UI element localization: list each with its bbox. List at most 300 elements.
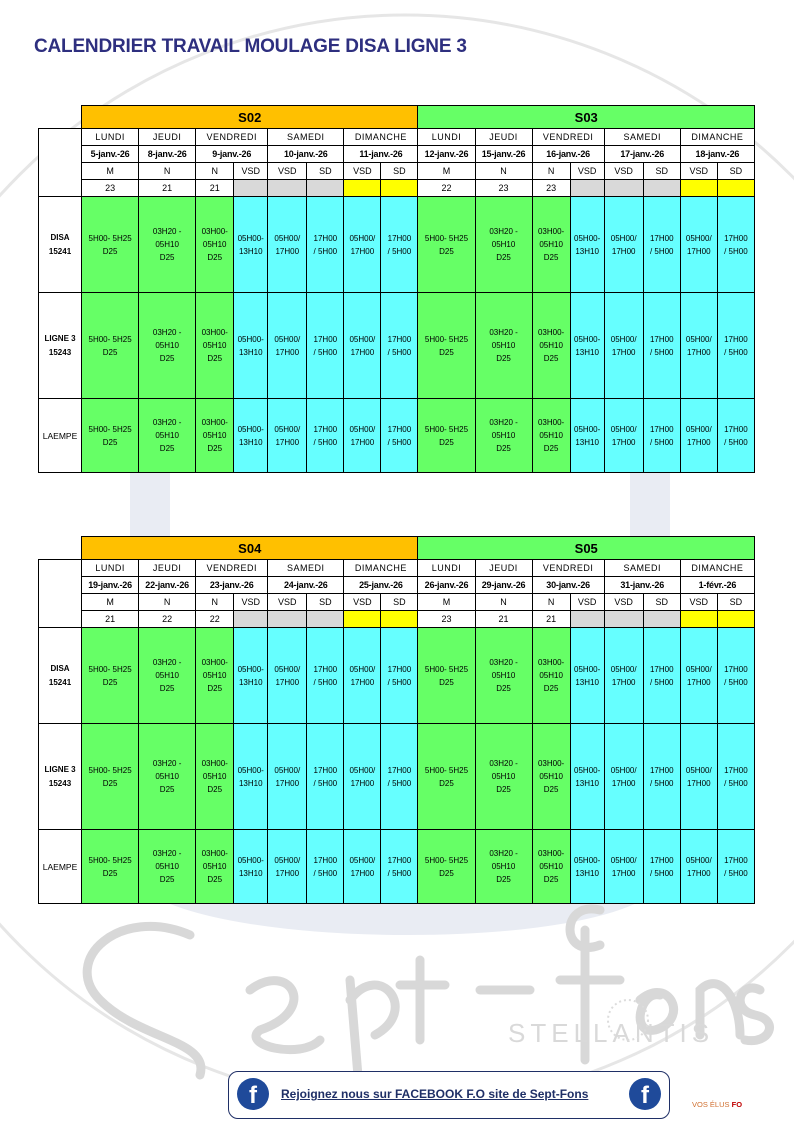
shift-cell-thursday: [139, 724, 196, 830]
count-empty: [717, 611, 754, 628]
shift-code: N: [532, 163, 570, 180]
shift-cell-friday-line: 05H10: [539, 341, 563, 350]
shift-code: N: [196, 163, 234, 180]
date-row: [39, 577, 755, 594]
shift-cell-friday: [196, 197, 234, 293]
shift-cell-friday-vsd: [234, 293, 268, 399]
count-cell: 21: [532, 611, 570, 628]
facebook-icon-right[interactable]: f: [629, 1078, 661, 1110]
shift-cell-friday-line: D25: [207, 444, 223, 453]
shift-cell-saturday-sd-line: 17H00: [649, 765, 674, 775]
week-label: S03: [418, 106, 755, 129]
shift-cell-sunday-sd-line: / 5H00: [724, 778, 748, 788]
team-row: [39, 197, 755, 293]
shift-cell-friday-vsd-line: 13H10: [575, 246, 599, 256]
day-header: DIMANCHE: [344, 129, 418, 146]
shift-cell-saturday-vsd: [604, 724, 643, 830]
team-label-line1: DISA: [50, 232, 70, 242]
day-header: VENDREDI: [532, 129, 604, 146]
date-cell: 22-janv.-26: [139, 577, 196, 594]
shift-cell-saturday-sd: [643, 197, 680, 293]
shift-code: VSD: [680, 163, 717, 180]
team-label-line2: 15243: [48, 347, 72, 357]
shift-cell-saturday-vsd-line: 17H00: [611, 677, 636, 687]
team-label-line1: LAEMPE: [42, 861, 78, 872]
shift-cell-sunday-sd-line: / 5H00: [387, 347, 412, 357]
shift-cell-saturday-sd-line: / 5H00: [313, 437, 338, 447]
shift-cell-sunday-sd-line: / 5H00: [387, 437, 412, 447]
shift-cell-thursday-line: D25: [496, 253, 511, 262]
shift-cell-thursday: [475, 293, 532, 399]
date-cell: 15-janv.-26: [475, 146, 532, 163]
shift-cell-sunday-sd-line: 17H00: [387, 664, 412, 674]
shift-cell-friday-vsd-line: 05H00-: [237, 765, 264, 775]
shift-cell-saturday-sd-line: 17H00: [649, 334, 674, 344]
shift-cell-saturday-sd-line: 17H00: [313, 334, 338, 344]
shift-cell-friday-vsd: [234, 830, 268, 904]
shift-cell-friday-line: 03H00-: [537, 418, 565, 427]
shift-code: N: [139, 163, 196, 180]
shift-cell-saturday-vsd-line: 17H00: [275, 437, 300, 447]
shift-cell-sunday-vsd-line: 05H00/: [349, 334, 376, 344]
date-cell: 12-janv.-26: [418, 146, 475, 163]
shift-cell-friday-vsd-line: 13H10: [238, 437, 263, 447]
shift-cell-saturday-vsd: [604, 399, 643, 473]
shift-cell-sunday-vsd-line: 17H00: [350, 246, 375, 256]
shift-cell-thursday: [475, 399, 532, 473]
shift-cell-saturday-vsd: [268, 724, 307, 830]
page-title: CALENDRIER TRAVAIL MOULAGE DISA LIGNE 3: [34, 36, 467, 57]
shift-cell-friday-line: 05H10: [202, 240, 227, 249]
shift-cell-monday-line: 5H00- 5H25: [88, 855, 132, 865]
shift-cell-sunday-vsd-line: 17H00: [686, 868, 711, 878]
shift-cell-saturday-vsd-line: 17H00: [275, 246, 300, 256]
shift-cell-monday: [82, 628, 139, 724]
shift-cell-sunday-sd-line: / 5H00: [724, 868, 748, 878]
shift-cell-sunday-vsd-line: 17H00: [686, 677, 711, 687]
shift-cell-friday-vsd-line: 13H10: [575, 677, 599, 687]
date-cell: 26-janv.-26: [418, 577, 475, 594]
shift-cell-friday-line: 03H00-: [537, 759, 565, 768]
shift-cell-monday: [82, 293, 139, 399]
shift-cell-monday-line: D25: [439, 778, 454, 788]
elus-label: VOS ÉLUS: [692, 1100, 732, 1109]
shift-code: SD: [307, 594, 344, 611]
shift-cell-saturday-sd: [643, 399, 680, 473]
shift-cell-thursday: [139, 197, 196, 293]
shift-cell-sunday-sd: [381, 628, 418, 724]
shift-cell-monday-line: D25: [102, 677, 118, 687]
shift-cell-sunday-vsd: [680, 724, 717, 830]
shift-cell-friday-line: 05H10: [202, 772, 227, 781]
shift-cell-sunday-vsd: [344, 197, 381, 293]
shift-cell-sunday-sd-line: 17H00: [724, 424, 748, 434]
shift-cell-friday-vsd: [570, 399, 604, 473]
facebook-banner[interactable]: [228, 1071, 670, 1119]
shift-cell-thursday-line: 03H20 -: [152, 759, 182, 768]
shift-cell-saturday-vsd-line: 17H00: [611, 868, 636, 878]
date-cell: 17-janv.-26: [604, 146, 680, 163]
shift-cell-friday-line: D25: [543, 354, 559, 363]
shift-cell-friday-line: 05H10: [202, 431, 227, 440]
shift-cell-friday-vsd-line: 05H00-: [574, 424, 601, 434]
shift-cell-thursday: [139, 399, 196, 473]
count-empty: [234, 611, 268, 628]
shift-cell-friday-vsd-line: 05H00-: [574, 233, 601, 243]
shift-cell-thursday-line: 03H20 -: [152, 227, 182, 236]
count-empty: [643, 180, 680, 197]
date-cell: 29-janv.-26: [475, 577, 532, 594]
shift-cell-friday-vsd: [570, 830, 604, 904]
shift-cell-saturday-sd-line: 17H00: [313, 664, 338, 674]
count-cell: 21: [139, 180, 196, 197]
shift-cell-monday: [418, 628, 475, 724]
shift-cell-sunday-sd-line: 17H00: [387, 424, 412, 434]
shift-cell-friday-vsd: [570, 293, 604, 399]
count-cell: 22: [196, 611, 234, 628]
shift-cell-saturday-sd: [307, 399, 344, 473]
shift-cell-thursday-line: 03H20 -: [489, 849, 518, 858]
count-empty: [268, 611, 307, 628]
team-label: [39, 628, 82, 724]
shift-cell-monday: [82, 724, 139, 830]
shift-cell-friday-vsd-line: 13H10: [575, 868, 599, 878]
shift-cell-thursday-line: 03H20 -: [489, 759, 518, 768]
day-header: JEUDI: [475, 129, 532, 146]
shift-cell-friday: [532, 399, 570, 473]
shift-cell-sunday-vsd: [344, 724, 381, 830]
shift-code: M: [418, 594, 475, 611]
shift-cell-monday-line: D25: [439, 246, 454, 256]
shift-cell-friday-line: D25: [207, 253, 223, 262]
count-cell: 21: [196, 180, 234, 197]
shift-code: M: [82, 163, 139, 180]
shift-cell-friday-vsd-line: 13H10: [238, 347, 263, 357]
day-header: VENDREDI: [196, 129, 268, 146]
date-cell: 25-janv.-26: [344, 577, 418, 594]
date-cell: 1-févr.-26: [680, 577, 754, 594]
shift-cell-saturday-sd: [307, 293, 344, 399]
shift-cell-thursday-line: 03H20 -: [152, 849, 182, 858]
shift-cell-saturday-vsd-line: 05H00/: [610, 664, 637, 674]
team-row: [39, 628, 755, 724]
shift-cell-monday-line: D25: [439, 437, 454, 447]
shift-cell-sunday-vsd-line: 17H00: [350, 778, 375, 788]
day-header: SAMEDI: [268, 560, 344, 577]
shift-code: VSD: [344, 163, 381, 180]
shift-cell-sunday-sd: [717, 830, 754, 904]
team-row: [39, 830, 755, 904]
shift-cell-thursday-line: 05H10: [491, 341, 516, 350]
shift-cell-monday-line: D25: [102, 246, 118, 256]
shift-cell-friday-line: 05H10: [539, 772, 563, 781]
shift-cell-monday-line: 5H00- 5H25: [88, 424, 132, 434]
shift-cell-sunday-vsd-line: 05H00/: [685, 765, 712, 775]
shift-cell-friday-line: D25: [543, 444, 559, 453]
shift-cell-saturday-sd-line: 17H00: [313, 424, 338, 434]
shift-cell-saturday-vsd: [268, 197, 307, 293]
shift-cell-friday-vsd-line: 13H10: [575, 347, 599, 357]
shift-cell-sunday-vsd-line: 17H00: [686, 778, 711, 788]
shift-cell-saturday-vsd: [604, 293, 643, 399]
shift-code: M: [82, 594, 139, 611]
shift-cell-sunday-vsd-line: 17H00: [350, 347, 375, 357]
team-label-line1: LAEMPE: [42, 430, 78, 441]
shift-cell-friday: [196, 293, 234, 399]
shift-cell-friday-vsd: [234, 724, 268, 830]
shift-cell-friday-line: 03H00-: [201, 418, 228, 427]
shift-code: N: [475, 163, 532, 180]
shift-cell-saturday-sd: [307, 628, 344, 724]
shift-cell-sunday-sd-line: / 5H00: [387, 778, 412, 788]
shift-code: VSD: [570, 594, 604, 611]
shift-cell-friday-line: D25: [207, 354, 223, 363]
shift-cell-thursday-line: 05H10: [491, 862, 516, 871]
shift-cell-thursday-line: D25: [159, 785, 175, 794]
shift-cell-sunday-sd-line: / 5H00: [387, 677, 412, 687]
shift-cell-friday-line: D25: [543, 785, 559, 794]
shift-cell-friday-vsd-line: 05H00-: [237, 334, 264, 344]
day-header: JEUDI: [139, 129, 196, 146]
shift-cell-saturday-vsd-line: 05H00/: [274, 855, 301, 865]
shift-cell-monday-line: 5H00- 5H25: [88, 664, 132, 674]
team-label: [39, 830, 82, 904]
shift-cell-friday-vsd-line: 05H00-: [237, 664, 264, 674]
week-header-row: [39, 106, 755, 129]
team-label: [39, 197, 82, 293]
shift-code: VSD: [234, 594, 268, 611]
shift-cell-saturday-vsd-line: 05H00/: [274, 765, 301, 775]
shift-cell-sunday-sd-line: 17H00: [387, 334, 412, 344]
shift-cell-saturday-vsd-line: 05H00/: [610, 233, 637, 243]
team-label-line1: LIGNE 3: [44, 764, 76, 774]
shift-cell-thursday: [475, 628, 532, 724]
shift-cell-thursday-line: D25: [159, 444, 175, 453]
shift-cell-thursday-line: 03H20 -: [489, 658, 518, 667]
team-label: [39, 293, 82, 399]
shift-cell-sunday-sd-line: 17H00: [724, 334, 748, 344]
shift-cell-thursday-line: D25: [159, 684, 175, 693]
shift-cell-friday-line: 05H10: [202, 341, 227, 350]
shift-cell-thursday-line: D25: [496, 785, 511, 794]
shift-cell-friday-line: D25: [207, 785, 223, 794]
shift-cell-sunday-sd-line: 17H00: [724, 233, 748, 243]
shift-code: VSD: [604, 594, 643, 611]
shift-code: SD: [643, 163, 680, 180]
shift-cell-sunday-vsd-line: 17H00: [350, 437, 375, 447]
shift-cell-sunday-sd-line: / 5H00: [724, 677, 748, 687]
team-label: [39, 399, 82, 473]
shift-cell-friday: [196, 724, 234, 830]
shift-cell-thursday: [475, 197, 532, 293]
shift-cell-sunday-vsd: [680, 399, 717, 473]
count-cell: 23: [475, 180, 532, 197]
shift-code: N: [139, 594, 196, 611]
shift-code: N: [532, 594, 570, 611]
shift-cell-sunday-sd: [717, 399, 754, 473]
shift-cell-thursday-line: 03H20 -: [489, 418, 518, 427]
shift-cell-friday-vsd-line: 05H00-: [237, 233, 264, 243]
count-empty: [604, 611, 643, 628]
shift-cell-thursday-line: 05H10: [491, 772, 516, 781]
shift-cell-saturday-sd-line: / 5H00: [313, 868, 338, 878]
shift-cell-saturday-sd-line: 17H00: [649, 855, 674, 865]
shift-cell-friday-line: D25: [207, 875, 223, 884]
shift-cell-thursday-line: 05H10: [155, 341, 179, 350]
shift-cell-friday-vsd-line: 05H00-: [574, 855, 601, 865]
shift-cell-saturday-sd-line: 17H00: [649, 664, 674, 674]
shift-cell-sunday-sd-line: / 5H00: [387, 868, 412, 878]
shift-cell-saturday-vsd-line: 17H00: [611, 246, 636, 256]
shift-cell-thursday: [139, 830, 196, 904]
date-cell: 24-janv.-26: [268, 577, 344, 594]
day-header: DIMANCHE: [344, 560, 418, 577]
shift-cell-friday-line: 05H10: [539, 431, 563, 440]
shift-code: M: [418, 163, 475, 180]
shift-cell-sunday-sd-line: 17H00: [387, 233, 412, 243]
date-cell: 11-janv.-26: [344, 146, 418, 163]
count-empty: [604, 180, 643, 197]
shift-cell-monday: [418, 293, 475, 399]
shift-cell-sunday-vsd-line: 05H00/: [685, 334, 712, 344]
week-label: S05: [418, 537, 755, 560]
facebook-link[interactable]: Rejoignez nous sur FACEBOOK F.O site de Sept-Fons: [281, 1087, 589, 1101]
shift-cell-saturday-vsd: [604, 830, 643, 904]
shift-cell-sunday-sd-line: / 5H00: [724, 347, 748, 357]
team-label-line2: 15241: [48, 677, 72, 687]
shift-cell-sunday-sd: [381, 197, 418, 293]
shift-cell-thursday-line: 05H10: [155, 671, 179, 680]
shift-cell-friday: [196, 399, 234, 473]
shift-cell-thursday: [475, 830, 532, 904]
fo-label: FO: [731, 1100, 743, 1109]
shift-cell-friday-line: 03H00-: [537, 658, 565, 667]
shift-cell-friday-line: 03H00-: [201, 759, 228, 768]
shift-cell-thursday-line: 03H20 -: [152, 418, 182, 427]
count-cell: 23: [532, 180, 570, 197]
shift-cell-friday-line: 05H10: [539, 671, 563, 680]
shift-code: SD: [307, 163, 344, 180]
shift-code: VSD: [680, 594, 717, 611]
day-header: LUNDI: [418, 129, 475, 146]
shift-cell-monday-line: D25: [102, 437, 118, 447]
shift-cell-monday-line: D25: [439, 868, 454, 878]
shift-cell-monday-line: 5H00- 5H25: [88, 233, 132, 243]
facebook-icon-left[interactable]: f: [237, 1078, 269, 1110]
shift-cell-sunday-vsd: [344, 628, 381, 724]
shift-code-row: [39, 163, 755, 180]
shift-cell-thursday-line: 05H10: [155, 431, 179, 440]
shift-cell-sunday-vsd-line: 17H00: [686, 246, 711, 256]
shift-cell-friday-line: 03H00-: [201, 227, 228, 236]
shift-cell-sunday-vsd: [680, 293, 717, 399]
shift-cell-friday-line: 03H00-: [201, 849, 228, 858]
shift-cell-thursday-line: 05H10: [155, 772, 179, 781]
shift-cell-sunday-vsd: [680, 830, 717, 904]
count-empty: [268, 180, 307, 197]
shift-cell-friday-line: 05H10: [539, 862, 563, 871]
shift-cell-monday-line: 5H00- 5H25: [88, 765, 132, 775]
day-header: JEUDI: [475, 560, 532, 577]
date-cell: 8-janv.-26: [139, 146, 196, 163]
shift-cell-friday-line: 05H10: [539, 240, 563, 249]
shift-cell-friday-line: D25: [207, 684, 223, 693]
shift-cell-sunday-vsd-line: 05H00/: [349, 765, 376, 775]
shift-cell-sunday-sd: [381, 399, 418, 473]
count-cell: 23: [82, 180, 139, 197]
day-header: DIMANCHE: [680, 129, 754, 146]
shift-cell-sunday-vsd-line: 05H00/: [349, 664, 376, 674]
shift-cell-sunday-sd: [717, 628, 754, 724]
count-empty: [680, 180, 717, 197]
corner-blank: [39, 537, 82, 560]
count-empty: [344, 611, 381, 628]
team-row: [39, 293, 755, 399]
shift-cell-thursday-line: D25: [496, 444, 511, 453]
shift-cell-thursday-line: 05H10: [155, 862, 179, 871]
day-header: DIMANCHE: [680, 560, 754, 577]
shift-cell-friday: [196, 628, 234, 724]
shift-cell-friday-line: 05H10: [202, 862, 227, 871]
date-cell: 19-janv.-26: [82, 577, 139, 594]
shift-cell-saturday-sd: [307, 724, 344, 830]
shift-cell-monday-line: 5H00- 5H25: [424, 233, 469, 243]
shift-cell-friday: [532, 724, 570, 830]
shift-cell-saturday-vsd-line: 17H00: [275, 778, 300, 788]
shift-cell-thursday-line: D25: [496, 875, 511, 884]
shift-cell-thursday-line: D25: [496, 354, 511, 363]
team-label-line1: LIGNE 3: [44, 333, 76, 343]
shift-code: SD: [381, 163, 418, 180]
calendar-table-s04-s05: [38, 536, 755, 904]
shift-cell-friday-vsd-line: 13H10: [238, 778, 263, 788]
shift-code: N: [196, 594, 234, 611]
shift-cell-sunday-vsd-line: 05H00/: [685, 233, 712, 243]
shift-cell-saturday-sd: [307, 830, 344, 904]
shift-cell-monday-line: 5H00- 5H25: [424, 855, 469, 865]
shift-cell-saturday-sd: [643, 628, 680, 724]
shift-cell-monday-line: 5H00- 5H25: [88, 334, 132, 344]
shift-cell-sunday-sd: [717, 197, 754, 293]
shift-cell-thursday-line: D25: [159, 354, 175, 363]
shift-cell-saturday-sd: [307, 197, 344, 293]
shift-cell-monday-line: 5H00- 5H25: [424, 334, 469, 344]
shift-cell-friday-vsd: [234, 197, 268, 293]
shift-cell-sunday-vsd-line: 05H00/: [349, 855, 376, 865]
shift-cell-monday-line: D25: [439, 677, 454, 687]
shift-cell-monday-line: D25: [102, 868, 118, 878]
shift-cell-sunday-vsd: [344, 399, 381, 473]
label-blank: [39, 560, 82, 628]
date-cell: 23-janv.-26: [196, 577, 268, 594]
shift-cell-monday-line: 5H00- 5H25: [424, 664, 469, 674]
count-empty: [680, 611, 717, 628]
shift-cell-sunday-sd-line: / 5H00: [724, 246, 748, 256]
count-cell: 22: [418, 180, 475, 197]
count-row: [39, 180, 755, 197]
shift-cell-sunday-sd-line: 17H00: [724, 664, 748, 674]
shift-cell-monday: [82, 399, 139, 473]
shift-cell-saturday-vsd-line: 05H00/: [274, 664, 301, 674]
team-label-line1: DISA: [50, 663, 70, 673]
shift-cell-saturday-vsd-line: 17H00: [275, 868, 300, 878]
count-cell: 21: [475, 611, 532, 628]
shift-cell-thursday-line: 03H20 -: [152, 328, 182, 337]
shift-cell-saturday-vsd-line: 17H00: [275, 347, 300, 357]
shift-cell-saturday-sd-line: / 5H00: [649, 677, 674, 687]
shift-cell-friday-vsd-line: 13H10: [238, 246, 263, 256]
shift-cell-friday: [196, 830, 234, 904]
